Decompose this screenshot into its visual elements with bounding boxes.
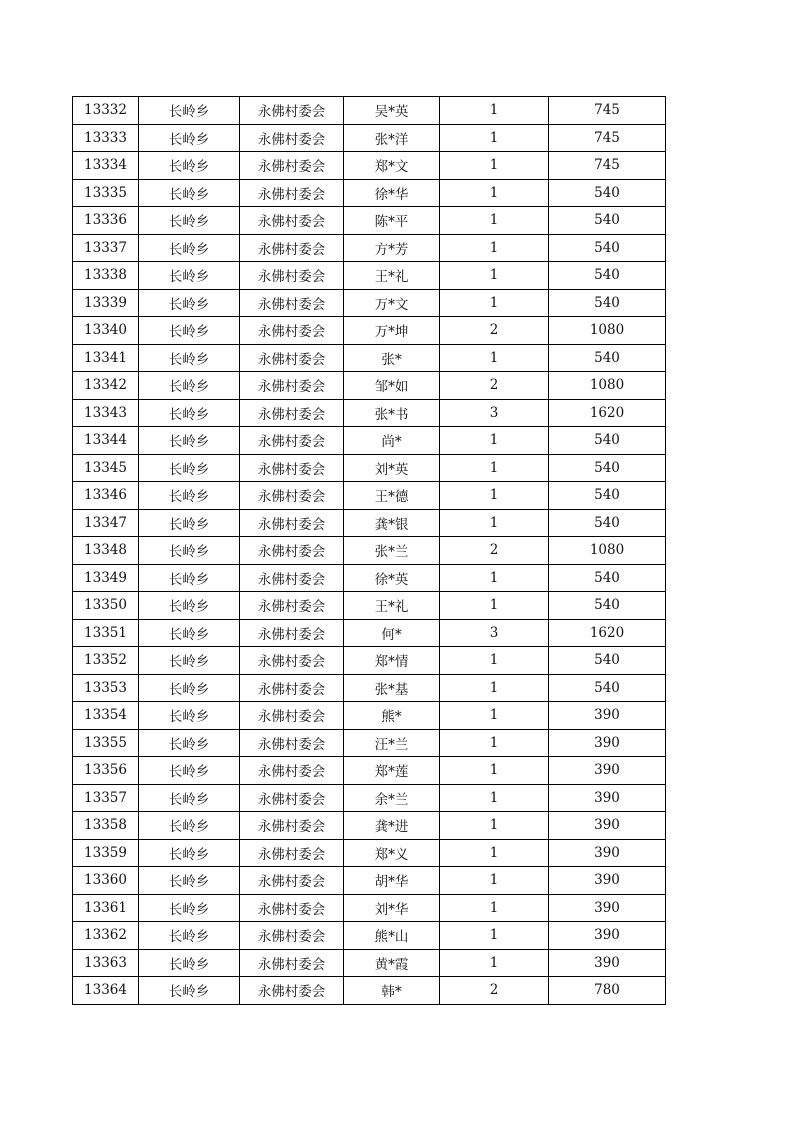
row-id-cell: 13349: [73, 564, 139, 592]
table-row: [73, 234, 666, 262]
amount-cell: 540: [549, 427, 666, 455]
name-cell: 王*礼: [344, 262, 440, 290]
village-cell: 永佛村委会: [240, 702, 344, 730]
village-cell: 永佛村委会: [240, 757, 344, 785]
table-body: [73, 97, 666, 1005]
amount-cell: 1080: [549, 372, 666, 400]
table-row: [73, 702, 666, 730]
row-id-cell: 13335: [73, 179, 139, 207]
amount-cell: 540: [549, 234, 666, 262]
village-cell: 永佛村委会: [240, 839, 344, 867]
name-cell: 龚*进: [344, 812, 440, 840]
amount-cell: 540: [549, 592, 666, 620]
name-cell: 郑*文: [344, 152, 440, 180]
town-cell: 长岭乡: [139, 894, 240, 922]
table-row: [73, 427, 666, 455]
name-cell: 何*: [344, 619, 440, 647]
table-row: [73, 537, 666, 565]
amount-cell: 1620: [549, 619, 666, 647]
amount-cell: 1080: [549, 317, 666, 345]
beneficiary-table: [72, 96, 666, 1005]
amount-cell: 390: [549, 784, 666, 812]
name-cell: 黄*霞: [344, 949, 440, 977]
amount-cell: 780: [549, 977, 666, 1005]
amount-cell: 390: [549, 949, 666, 977]
amount-cell: 540: [549, 289, 666, 317]
town-cell: 长岭乡: [139, 949, 240, 977]
town-cell: 长岭乡: [139, 97, 240, 125]
table-row: [73, 619, 666, 647]
village-cell: 永佛村委会: [240, 427, 344, 455]
count-cell: 1: [440, 812, 549, 840]
table-row: [73, 674, 666, 702]
name-cell: 方*芳: [344, 234, 440, 262]
name-cell: 郑*莲: [344, 757, 440, 785]
name-cell: 张*洋: [344, 124, 440, 152]
name-cell: 陈*平: [344, 207, 440, 235]
table-row: [73, 289, 666, 317]
name-cell: 邹*如: [344, 372, 440, 400]
table-row: [73, 977, 666, 1005]
amount-cell: 540: [549, 674, 666, 702]
row-id-cell: 13357: [73, 784, 139, 812]
count-cell: 1: [440, 262, 549, 290]
table-row: [73, 729, 666, 757]
name-cell: 刘*华: [344, 894, 440, 922]
table-row: [73, 372, 666, 400]
amount-cell: 390: [549, 922, 666, 950]
name-cell: 王*德: [344, 482, 440, 510]
amount-cell: 1620: [549, 399, 666, 427]
amount-cell: 390: [549, 757, 666, 785]
amount-cell: 540: [549, 564, 666, 592]
table-row: [73, 922, 666, 950]
village-cell: 永佛村委会: [240, 812, 344, 840]
table-row: [73, 399, 666, 427]
table-row: [73, 454, 666, 482]
town-cell: 长岭乡: [139, 399, 240, 427]
row-id-cell: 13358: [73, 812, 139, 840]
row-id-cell: 13344: [73, 427, 139, 455]
row-id-cell: 13347: [73, 509, 139, 537]
table-row: [73, 564, 666, 592]
count-cell: 1: [440, 344, 549, 372]
count-cell: 1: [440, 839, 549, 867]
row-id-cell: 13341: [73, 344, 139, 372]
count-cell: 1: [440, 674, 549, 702]
name-cell: 熊*: [344, 702, 440, 730]
row-id-cell: 13354: [73, 702, 139, 730]
row-id-cell: 13333: [73, 124, 139, 152]
amount-cell: 390: [549, 812, 666, 840]
village-cell: 永佛村委会: [240, 647, 344, 675]
row-id-cell: 13342: [73, 372, 139, 400]
amount-cell: 745: [549, 97, 666, 125]
row-id-cell: 13362: [73, 922, 139, 950]
village-cell: 永佛村委会: [240, 152, 344, 180]
row-id-cell: 13336: [73, 207, 139, 235]
row-id-cell: 13359: [73, 839, 139, 867]
village-cell: 永佛村委会: [240, 619, 344, 647]
table-row: [73, 894, 666, 922]
table-row: [73, 509, 666, 537]
amount-cell: 540: [549, 647, 666, 675]
count-cell: 3: [440, 399, 549, 427]
count-cell: 2: [440, 537, 549, 565]
village-cell: 永佛村委会: [240, 262, 344, 290]
name-cell: 汪*兰: [344, 729, 440, 757]
table-row: [73, 757, 666, 785]
town-cell: 长岭乡: [139, 757, 240, 785]
count-cell: 1: [440, 647, 549, 675]
table-row: [73, 949, 666, 977]
count-cell: 1: [440, 894, 549, 922]
town-cell: 长岭乡: [139, 124, 240, 152]
row-id-cell: 13338: [73, 262, 139, 290]
name-cell: 王*礼: [344, 592, 440, 620]
name-cell: 万*坤: [344, 317, 440, 345]
count-cell: 1: [440, 124, 549, 152]
count-cell: 2: [440, 977, 549, 1005]
name-cell: 徐*华: [344, 179, 440, 207]
row-id-cell: 13339: [73, 289, 139, 317]
table-row: [73, 482, 666, 510]
amount-cell: 390: [549, 729, 666, 757]
count-cell: 1: [440, 234, 549, 262]
table-row: [73, 839, 666, 867]
town-cell: 长岭乡: [139, 977, 240, 1005]
town-cell: 长岭乡: [139, 372, 240, 400]
count-cell: 1: [440, 482, 549, 510]
town-cell: 长岭乡: [139, 207, 240, 235]
table-row: [73, 124, 666, 152]
village-cell: 永佛村委会: [240, 372, 344, 400]
town-cell: 长岭乡: [139, 784, 240, 812]
row-id-cell: 13361: [73, 894, 139, 922]
table-row: [73, 344, 666, 372]
name-cell: 龚*银: [344, 509, 440, 537]
town-cell: 长岭乡: [139, 702, 240, 730]
row-id-cell: 13345: [73, 454, 139, 482]
amount-cell: 540: [549, 482, 666, 510]
count-cell: 1: [440, 289, 549, 317]
amount-cell: 390: [549, 702, 666, 730]
name-cell: 郑*义: [344, 839, 440, 867]
row-id-cell: 13334: [73, 152, 139, 180]
table-row: [73, 867, 666, 895]
town-cell: 长岭乡: [139, 812, 240, 840]
row-id-cell: 13350: [73, 592, 139, 620]
amount-cell: 540: [549, 509, 666, 537]
count-cell: 1: [440, 427, 549, 455]
count-cell: 1: [440, 729, 549, 757]
village-cell: 永佛村委会: [240, 207, 344, 235]
row-id-cell: 13346: [73, 482, 139, 510]
village-cell: 永佛村委会: [240, 674, 344, 702]
row-id-cell: 13352: [73, 647, 139, 675]
table-row: [73, 647, 666, 675]
village-cell: 永佛村委会: [240, 317, 344, 345]
name-cell: 万*文: [344, 289, 440, 317]
name-cell: 吴*英: [344, 97, 440, 125]
amount-cell: 540: [549, 179, 666, 207]
village-cell: 永佛村委会: [240, 482, 344, 510]
count-cell: 1: [440, 757, 549, 785]
town-cell: 长岭乡: [139, 674, 240, 702]
name-cell: 胡*华: [344, 867, 440, 895]
count-cell: 1: [440, 454, 549, 482]
name-cell: 韩*: [344, 977, 440, 1005]
name-cell: 张*基: [344, 674, 440, 702]
row-id-cell: 13364: [73, 977, 139, 1005]
town-cell: 长岭乡: [139, 152, 240, 180]
village-cell: 永佛村委会: [240, 454, 344, 482]
town-cell: 长岭乡: [139, 317, 240, 345]
amount-cell: 390: [549, 839, 666, 867]
town-cell: 长岭乡: [139, 922, 240, 950]
name-cell: 余*兰: [344, 784, 440, 812]
village-cell: 永佛村委会: [240, 592, 344, 620]
town-cell: 长岭乡: [139, 262, 240, 290]
village-cell: 永佛村委会: [240, 509, 344, 537]
table-row: [73, 152, 666, 180]
amount-cell: 540: [549, 262, 666, 290]
table-row: [73, 179, 666, 207]
town-cell: 长岭乡: [139, 564, 240, 592]
village-cell: 永佛村委会: [240, 234, 344, 262]
village-cell: 永佛村委会: [240, 977, 344, 1005]
name-cell: 尚*: [344, 427, 440, 455]
village-cell: 永佛村委会: [240, 537, 344, 565]
table-row: [73, 317, 666, 345]
count-cell: 1: [440, 564, 549, 592]
table-row: [73, 592, 666, 620]
row-id-cell: 13348: [73, 537, 139, 565]
town-cell: 长岭乡: [139, 179, 240, 207]
count-cell: 1: [440, 509, 549, 537]
town-cell: 长岭乡: [139, 482, 240, 510]
table-row: [73, 207, 666, 235]
town-cell: 长岭乡: [139, 729, 240, 757]
name-cell: 熊*山: [344, 922, 440, 950]
table-row: [73, 262, 666, 290]
town-cell: 长岭乡: [139, 647, 240, 675]
town-cell: 长岭乡: [139, 344, 240, 372]
amount-cell: 1080: [549, 537, 666, 565]
village-cell: 永佛村委会: [240, 894, 344, 922]
row-id-cell: 13332: [73, 97, 139, 125]
village-cell: 永佛村委会: [240, 399, 344, 427]
village-cell: 永佛村委会: [240, 949, 344, 977]
town-cell: 长岭乡: [139, 867, 240, 895]
town-cell: 长岭乡: [139, 289, 240, 317]
amount-cell: 540: [549, 207, 666, 235]
village-cell: 永佛村委会: [240, 784, 344, 812]
amount-cell: 390: [549, 867, 666, 895]
village-cell: 永佛村委会: [240, 564, 344, 592]
row-id-cell: 13337: [73, 234, 139, 262]
town-cell: 长岭乡: [139, 619, 240, 647]
row-id-cell: 13355: [73, 729, 139, 757]
row-id-cell: 13351: [73, 619, 139, 647]
count-cell: 1: [440, 592, 549, 620]
name-cell: 张*书: [344, 399, 440, 427]
village-cell: 永佛村委会: [240, 179, 344, 207]
name-cell: 郑*情: [344, 647, 440, 675]
count-cell: 2: [440, 372, 549, 400]
village-cell: 永佛村委会: [240, 97, 344, 125]
village-cell: 永佛村委会: [240, 344, 344, 372]
amount-cell: 540: [549, 344, 666, 372]
count-cell: 1: [440, 922, 549, 950]
town-cell: 长岭乡: [139, 537, 240, 565]
name-cell: 张*: [344, 344, 440, 372]
count-cell: 1: [440, 702, 549, 730]
amount-cell: 540: [549, 454, 666, 482]
table-row: [73, 784, 666, 812]
row-id-cell: 13360: [73, 867, 139, 895]
name-cell: 刘*英: [344, 454, 440, 482]
count-cell: 1: [440, 207, 549, 235]
count-cell: 1: [440, 97, 549, 125]
count-cell: 1: [440, 949, 549, 977]
name-cell: 徐*英: [344, 564, 440, 592]
village-cell: 永佛村委会: [240, 922, 344, 950]
count-cell: 1: [440, 179, 549, 207]
village-cell: 永佛村委会: [240, 289, 344, 317]
village-cell: 永佛村委会: [240, 729, 344, 757]
town-cell: 长岭乡: [139, 454, 240, 482]
village-cell: 永佛村委会: [240, 124, 344, 152]
town-cell: 长岭乡: [139, 592, 240, 620]
row-id-cell: 13343: [73, 399, 139, 427]
count-cell: 3: [440, 619, 549, 647]
town-cell: 长岭乡: [139, 839, 240, 867]
town-cell: 长岭乡: [139, 509, 240, 537]
count-cell: 2: [440, 317, 549, 345]
town-cell: 长岭乡: [139, 427, 240, 455]
row-id-cell: 13353: [73, 674, 139, 702]
table-row: [73, 812, 666, 840]
village-cell: 永佛村委会: [240, 867, 344, 895]
count-cell: 1: [440, 784, 549, 812]
count-cell: 1: [440, 867, 549, 895]
row-id-cell: 13363: [73, 949, 139, 977]
amount-cell: 745: [549, 152, 666, 180]
table-row: [73, 97, 666, 125]
row-id-cell: 13356: [73, 757, 139, 785]
name-cell: 张*兰: [344, 537, 440, 565]
town-cell: 长岭乡: [139, 234, 240, 262]
amount-cell: 390: [549, 894, 666, 922]
row-id-cell: 13340: [73, 317, 139, 345]
count-cell: 1: [440, 152, 549, 180]
amount-cell: 745: [549, 124, 666, 152]
